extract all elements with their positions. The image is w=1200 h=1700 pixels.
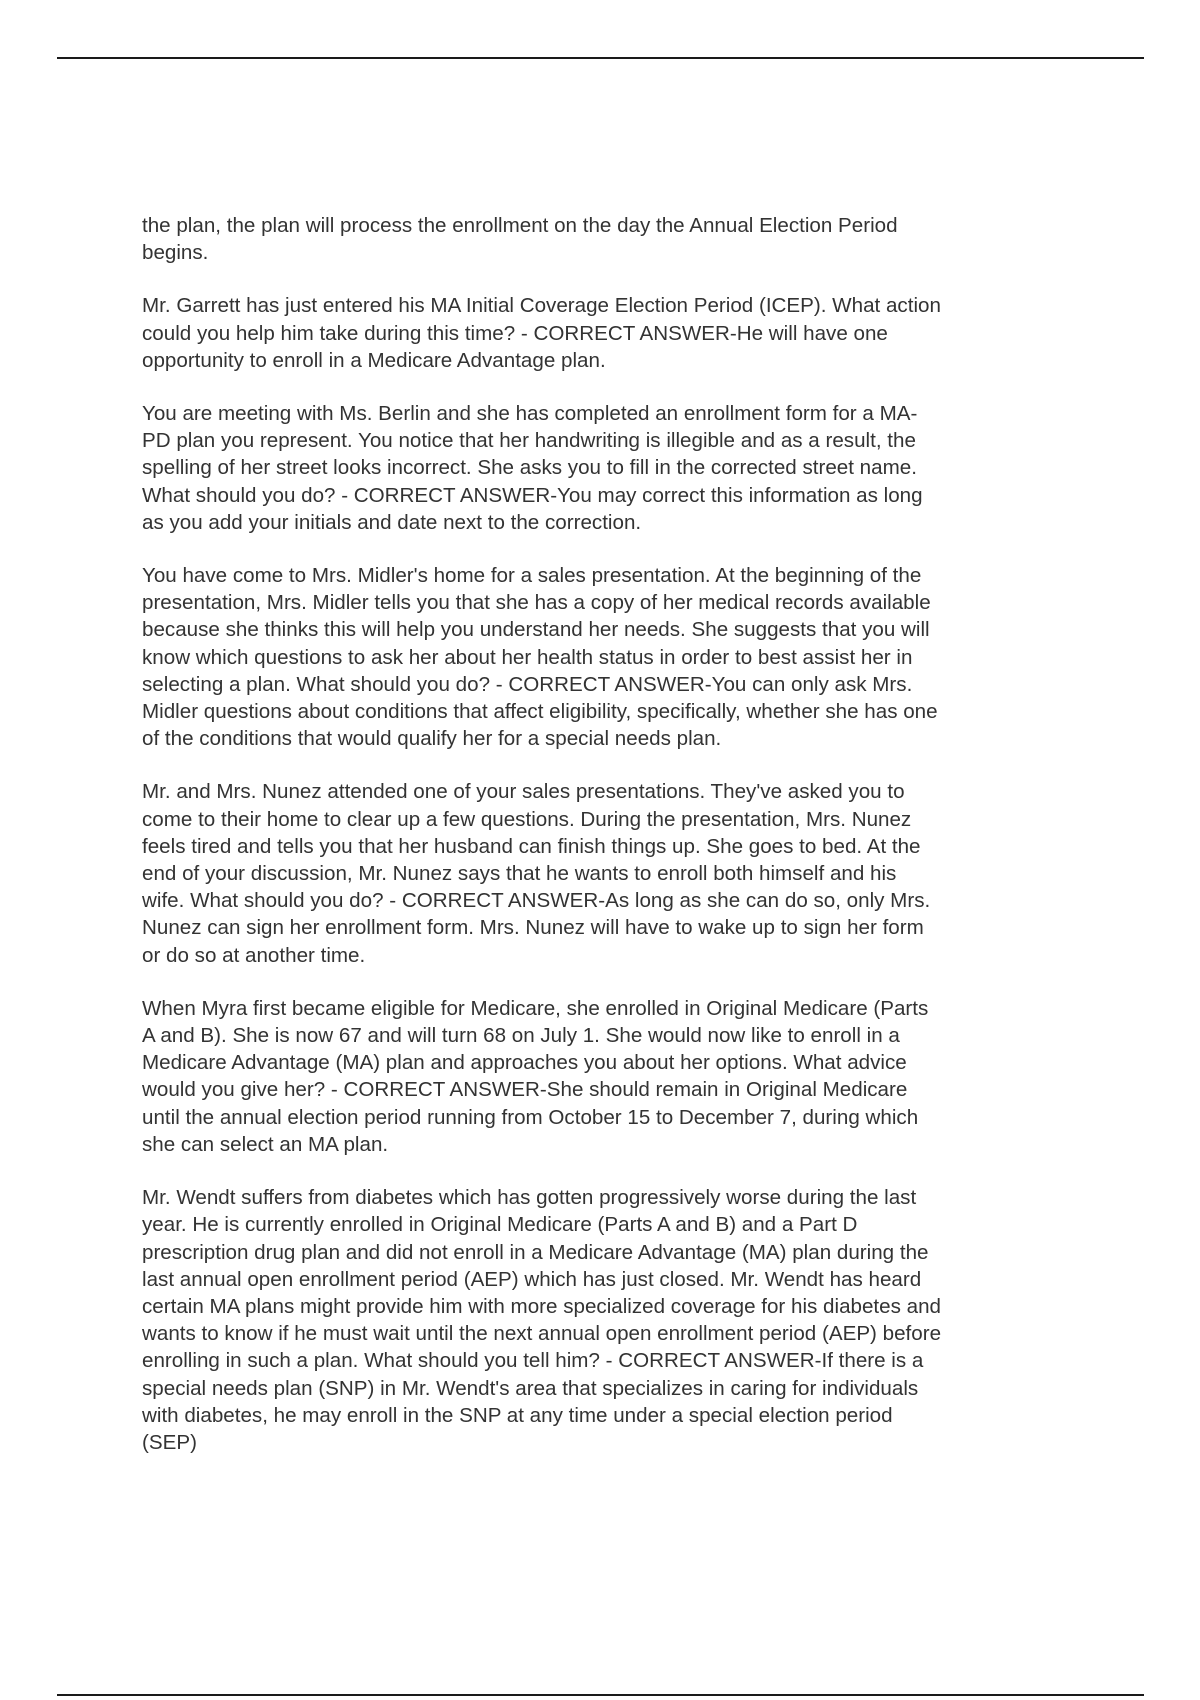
header-rule — [57, 57, 1144, 59]
paragraph-berlin-enrollment-form: You are meeting with Ms. Berlin and she has completed an enrollment form for a MA- PD plan you represent. You notice that her handwriting is illegible and as a result, the spelling of her street looks incorrect. She asks you to fill in the corrected street name. What should you do? - CORRECT ANSWER-You may correct this information as long as you add your initials and date next to the correction. — [142, 402, 923, 534]
document-body — [142, 212, 1062, 1482]
paragraph-garrett-icep: Mr. Garrett has just entered his MA Initial Coverage Election Period (ICEP). What action could you help him take during this time? - CORRECT ANSWER-He will have one opportunity to enroll in a Medicare Advantage plan. — [142, 294, 941, 372]
footer-rule — [57, 1694, 1144, 1696]
paragraph-nunez-enrollment: Mr. and Mrs. Nunez attended one of your sales presentations. They've asked you to come to their home to clear up a few questions. During the presentation, Mrs. Nunez feels tired and tells you that her husband can finish things up. She goes to bed. At the end of your discussion, Mr. Nunez says that he wants to enroll both himself and his wife. What should you do? - CORRECT ANSWER-As long as she can do so, only Mrs. Nunez can sign her enrollment form. Mrs. Nunez will have to wake up to sign her form or do so at another time. — [142, 780, 931, 967]
paragraph-midler-medical-records: You have come to Mrs. Midler's home for a sales presentation. At the beginning of the presentation, Mrs. Midler tells you that she has a copy of her medical records available because she thinks this will help you understand her needs. She suggests that you will know which questions to ask her about her health status in order to best assist her in selecting a plan. What should you do? - CORRECT ANSWER-You can only ask Mrs. Midler questions about conditions that affect eligibility, specifically, whether she has one of the conditions that would qualify her for a special needs plan. — [142, 564, 938, 751]
paragraph-continuation: the plan, the plan will process the enrollment on the day the Annual Election Period begins. — [142, 214, 898, 265]
paragraph-myra-ma-plan: When Myra first became eligible for Medicare, she enrolled in Original Medicare (Parts A and B). She is now 67 and will turn 68 on July 1. She would now like to enroll in a Medicare Advantage (MA) plan and approaches you about her options. What advice would you give her? - CORRECT ANSWER-She should remain in Original Medicare until the annual election period running from October 15 to December 7, during which she can select an MA plan. — [142, 996, 929, 1156]
paragraph-wendt-snp: Mr. Wendt suffers from diabetes which has gotten progressively worse during the last year. He is currently enrolled in Original Medicare (Parts A and B) and a Part D prescription drug plan and did not enroll in a Medicare Advantage (MA) plan during the last annual open enrollment period (AEP) which has just closed. Mr. Wendt has heard certain MA plans might provide him with more specialized coverage for his diabetes and wants to know if he must wait until the next annual open enrollment period (AEP) before enrolling in such a plan. What should you tell him? - CORRECT ANSWER-If there is a special needs plan (SNP) in Mr. Wendt's area that specializes in caring for individuals with diabetes, he may enroll in the SNP at any time under a special election period (SEP) — [142, 1186, 942, 1454]
